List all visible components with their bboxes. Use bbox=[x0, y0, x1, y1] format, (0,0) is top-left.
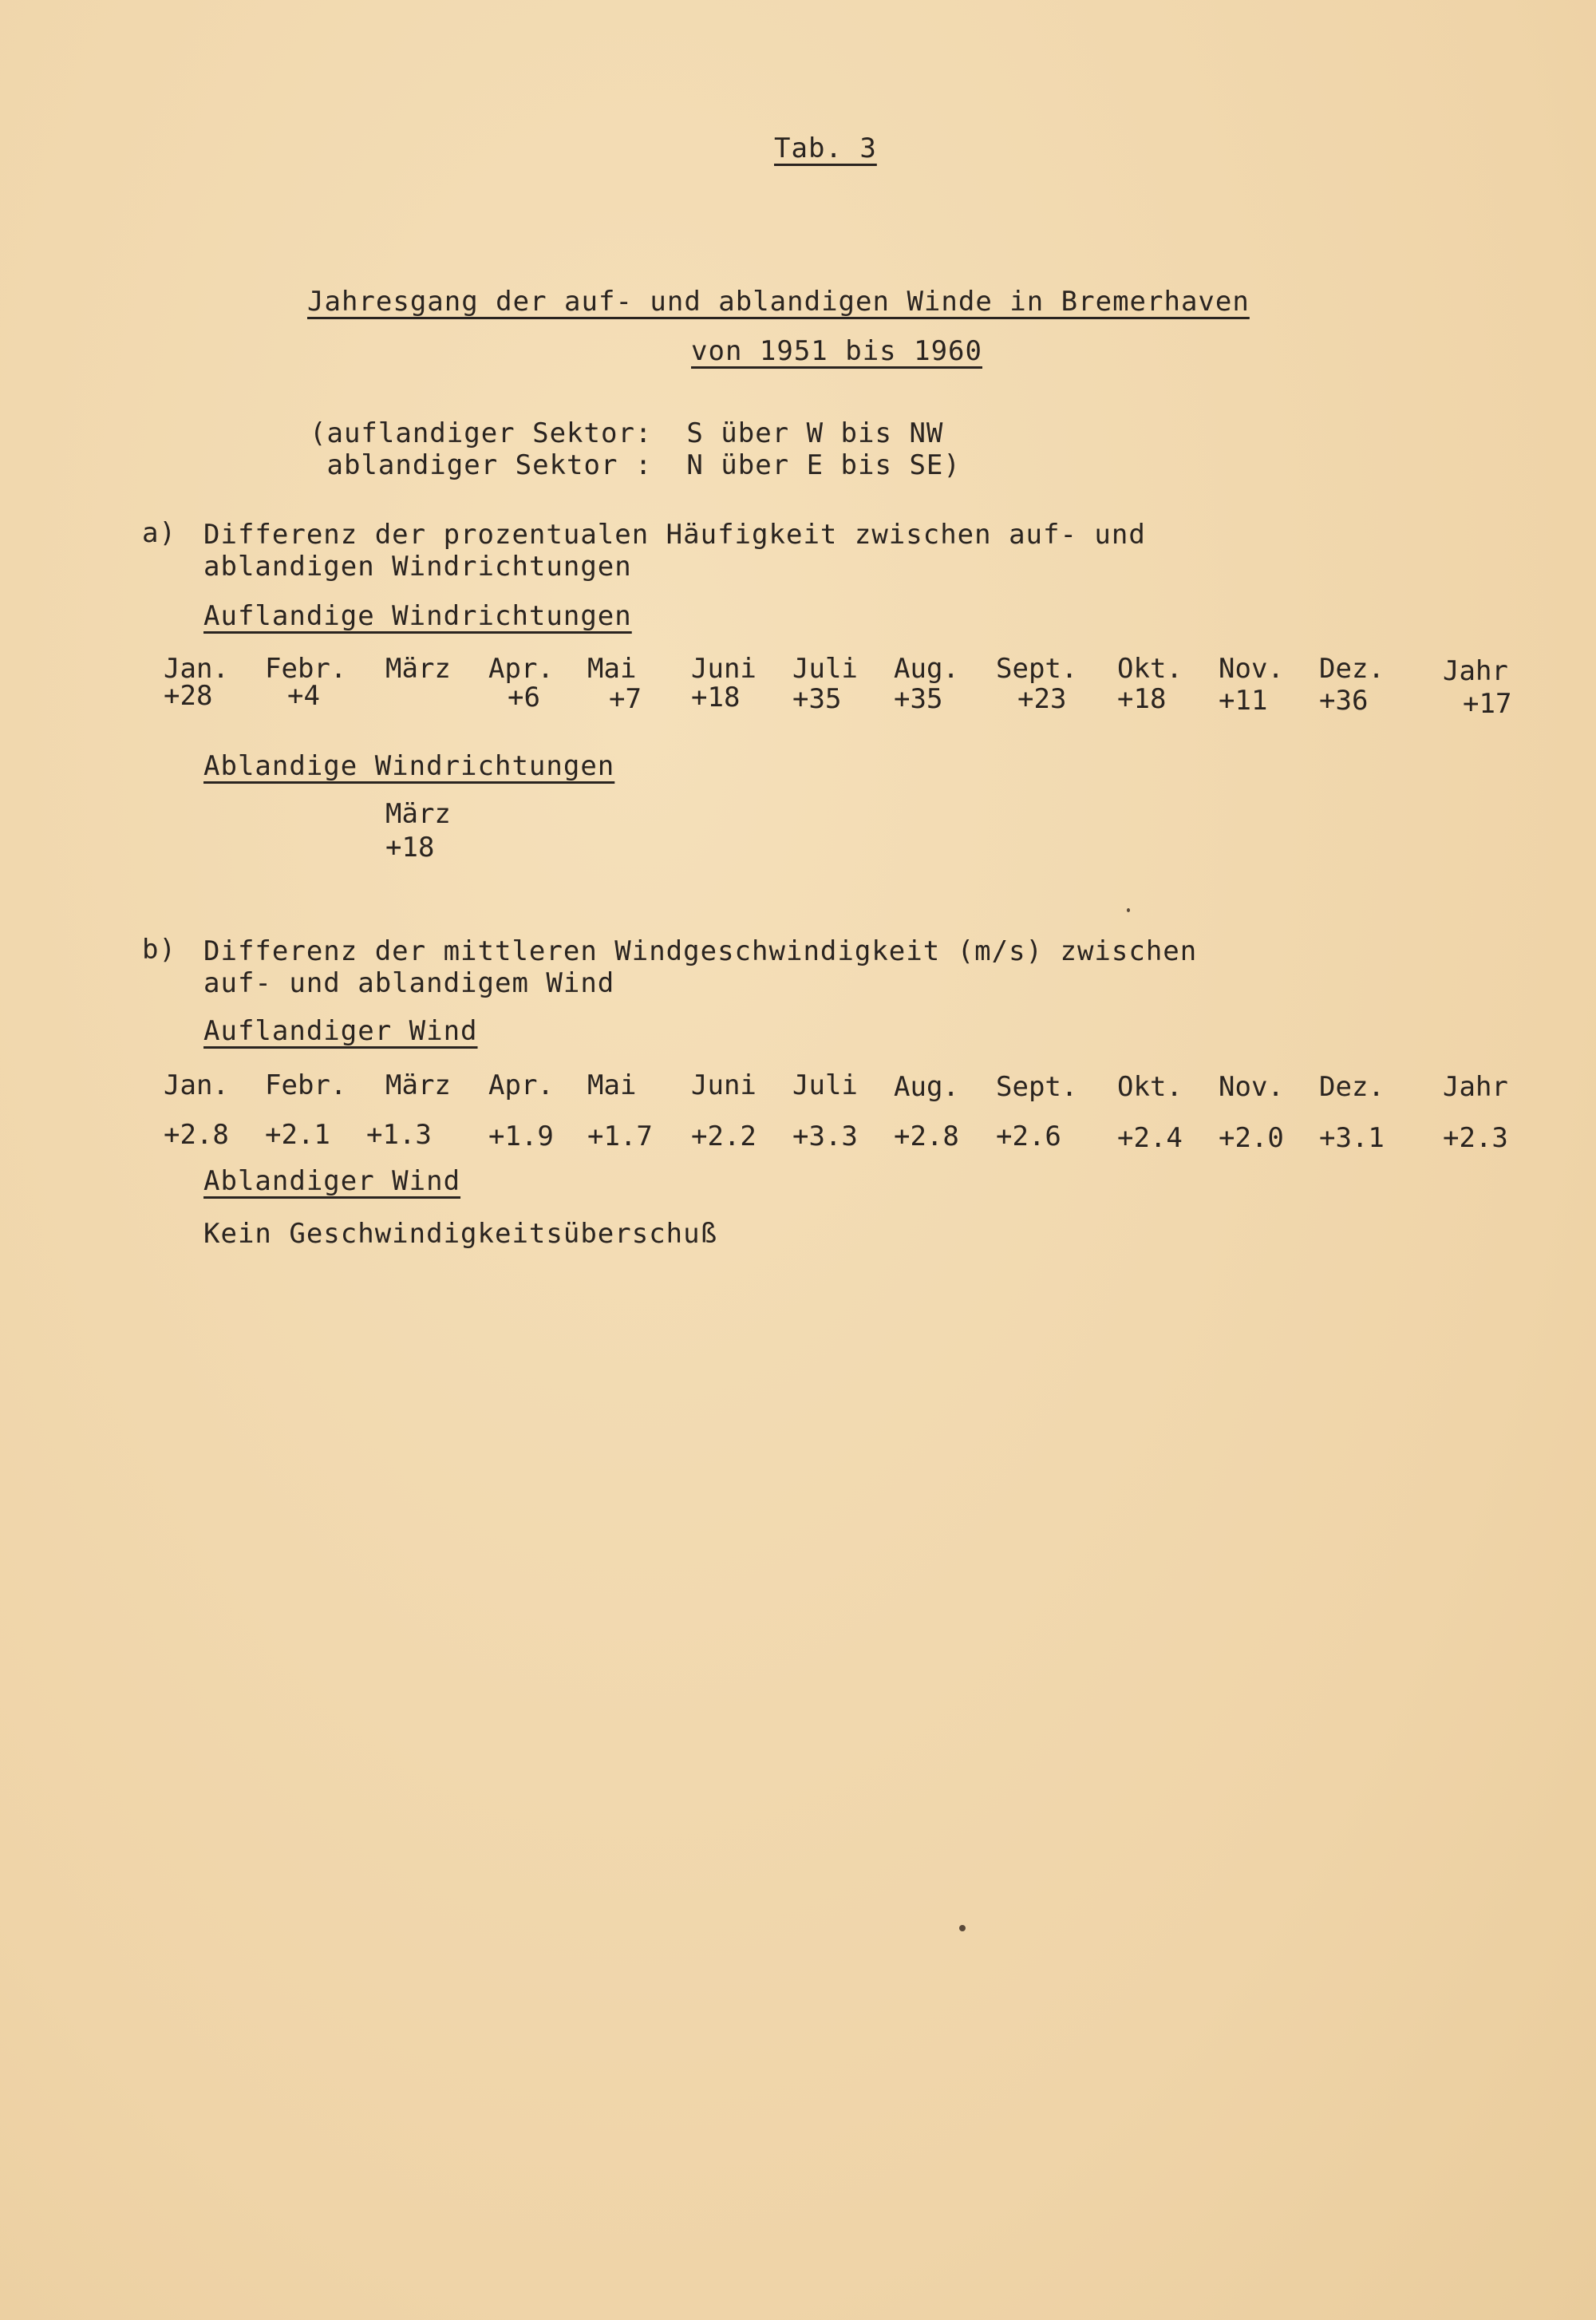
month-label: Mai bbox=[587, 653, 637, 685]
value-cell: +2.4 bbox=[1117, 1122, 1183, 1154]
month-label: Juni bbox=[691, 1069, 757, 1101]
month-label: Mai bbox=[587, 1069, 637, 1101]
month-label: Juli bbox=[792, 653, 858, 685]
month-label: Dez. bbox=[1319, 1071, 1385, 1103]
month-label: März bbox=[385, 1069, 451, 1101]
month-label: Sept. bbox=[996, 653, 1078, 685]
value-cell: +35 bbox=[894, 683, 943, 715]
part-b-ablandig-heading: Ablandiger Wind bbox=[203, 1165, 461, 1197]
part-b-text-line-1: Differenz der mittleren Windgeschwindigkeit (m/s) zwischen bbox=[203, 935, 1198, 967]
month-label: Jahr bbox=[1443, 655, 1508, 687]
month-label: Juli bbox=[792, 1069, 858, 1101]
month-label: Nov. bbox=[1219, 1071, 1284, 1103]
value-cell: +2.8 bbox=[894, 1120, 959, 1152]
part-a-ablandig-heading: Ablandige Windrichtungen bbox=[203, 750, 615, 782]
month-label: März bbox=[385, 653, 451, 685]
month-label: Apr. bbox=[488, 653, 554, 685]
part-b-ablandig-text: Kein Geschwindigkeitsüberschuß bbox=[203, 1218, 718, 1250]
month-label: Apr. bbox=[488, 1069, 554, 1101]
value-cell: +6 bbox=[508, 682, 540, 713]
month-label: Jan. bbox=[164, 1069, 229, 1101]
value-cell: +2.6 bbox=[996, 1120, 1061, 1152]
value-cell: +35 bbox=[792, 683, 842, 715]
month-label: Febr. bbox=[265, 653, 347, 685]
month-label: Okt. bbox=[1117, 1071, 1183, 1103]
part-a-auflandig-heading: Auflandige Windrichtungen bbox=[203, 600, 632, 632]
value-cell: +2.0 bbox=[1219, 1122, 1284, 1154]
value-cell: +2.1 bbox=[265, 1119, 330, 1151]
ablandig-value: +18 bbox=[385, 832, 435, 864]
page-title-line-2: von 1951 bis 1960 bbox=[691, 335, 982, 367]
sector-line-2: ablandiger Sektor : N über E bis SE) bbox=[310, 449, 961, 481]
value-cell: +4 bbox=[287, 680, 320, 712]
value-cell: +2.2 bbox=[691, 1120, 757, 1152]
part-a-text-line-1: Differenz der prozentualen Häufigkeit zwischen auf- und bbox=[203, 519, 1146, 551]
part-b-text-line-2: auf- und ablandigem Wind bbox=[203, 967, 615, 999]
part-a-marker: a) bbox=[142, 517, 176, 549]
value-cell: +1.9 bbox=[488, 1120, 554, 1152]
value-cell: +18 bbox=[691, 682, 741, 713]
value-cell: +36 bbox=[1319, 685, 1369, 717]
month-label: Febr. bbox=[265, 1069, 347, 1101]
part-b-marker: b) bbox=[142, 934, 176, 966]
value-cell: +2.3 bbox=[1443, 1122, 1508, 1154]
paper-speck bbox=[1127, 908, 1130, 912]
month-label: Dez. bbox=[1319, 653, 1385, 685]
value-cell: +1.7 bbox=[587, 1120, 653, 1152]
month-label: Sept. bbox=[996, 1071, 1078, 1103]
part-a-text-line-2: ablandigen Windrichtungen bbox=[203, 551, 632, 583]
part-b-auflandig-heading: Auflandiger Wind bbox=[203, 1015, 478, 1047]
value-cell: +7 bbox=[609, 683, 642, 715]
value-cell: +2.8 bbox=[164, 1119, 229, 1151]
month-label: Okt. bbox=[1117, 653, 1183, 685]
value-cell: +11 bbox=[1219, 685, 1268, 717]
value-cell: +17 bbox=[1463, 688, 1512, 720]
month-label: Juni bbox=[691, 653, 757, 685]
value-cell: +1.3 bbox=[366, 1119, 432, 1151]
sector-line-1: (auflandiger Sektor: S über W bis NW bbox=[310, 417, 944, 449]
month-label: Aug. bbox=[894, 653, 959, 685]
value-cell: +28 bbox=[164, 680, 213, 712]
month-label: Jan. bbox=[164, 653, 229, 685]
ablandig-month-label: März bbox=[385, 798, 451, 830]
value-cell: +3.3 bbox=[792, 1120, 858, 1152]
value-cell: +3.1 bbox=[1319, 1122, 1385, 1154]
table-number: Tab. 3 bbox=[774, 132, 877, 164]
month-label: Nov. bbox=[1219, 653, 1284, 685]
month-label: Aug. bbox=[894, 1071, 959, 1103]
value-cell: +23 bbox=[1017, 683, 1067, 715]
value-cell: +18 bbox=[1117, 683, 1167, 715]
paper-speck bbox=[959, 1925, 966, 1931]
page-title-line-1: Jahresgang der auf- und ablandigen Winde in Bremerhaven bbox=[307, 286, 1250, 318]
month-label: Jahr bbox=[1443, 1071, 1508, 1103]
